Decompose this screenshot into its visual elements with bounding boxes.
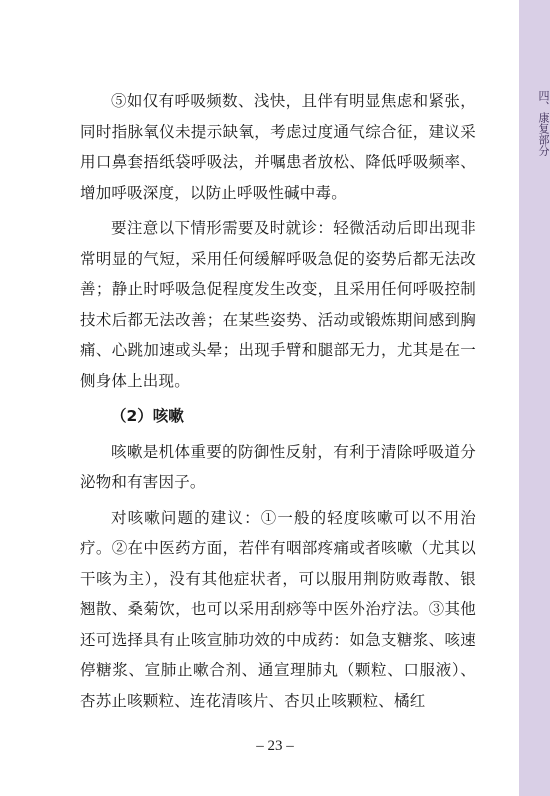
paragraph-cough-advice: 对咳嗽问题的建议：①一般的轻度咳嗽可以不用治疗。②在中医药方面，若伴有咽部疼痛或者咳嗽（尤其以干咳为主），没有其他症状者，可以服用荆防败毒散、银翘散、桑菊饮，也可以采用刮痧等中医外治疗法。③其他还可选择具有止咳宣肺功效的中成药：如急支糖浆、咳速停糖浆、宣肺止嗽合剂、通宣理肺丸（颗粒、口服液）、杏苏止咳颗粒、连花清咳片、杏贝止咳颗粒、橘红: [80, 508, 476, 710]
section-heading-cough: （2）咳嗽: [111, 407, 184, 425]
page-content: [80, 86, 476, 716]
paragraph-hyperventilation: ⑤如仅有呼吸频数、浅快，且伴有明显焦虑和紧张，同时指脉氧仪未提示缺氧，考虑过度通气综合征，建议采用口鼻套捂纸袋呼吸法，并嘱患者放松、降低呼吸频率、增加呼吸深度，以防止呼吸性碱中毒。: [80, 92, 476, 202]
chapter-tab-label: 四、康复部分: [537, 90, 550, 156]
page-number: – 23 –: [256, 738, 294, 754]
chapter-side-tab: [519, 0, 550, 796]
paragraph-when-to-seek-care: 要注意以下情形需要及时就诊：轻微活动后即出现非常明显的气短，采用任何缓解呼吸急促的姿势后都无法改善；静止时呼吸急促程度发生改变，且采用任何呼吸控制技术后都无法改善；在某些姿势、活动或锻炼期间感到胸痛、心跳加速或头晕；出现手臂和腿部无力，尤其是在一侧身体上出现。: [80, 219, 476, 390]
paragraph-cough-definition: 咳嗽是机体重要的防御性反射，有利于清除呼吸道分泌物和有害因子。: [80, 442, 476, 491]
